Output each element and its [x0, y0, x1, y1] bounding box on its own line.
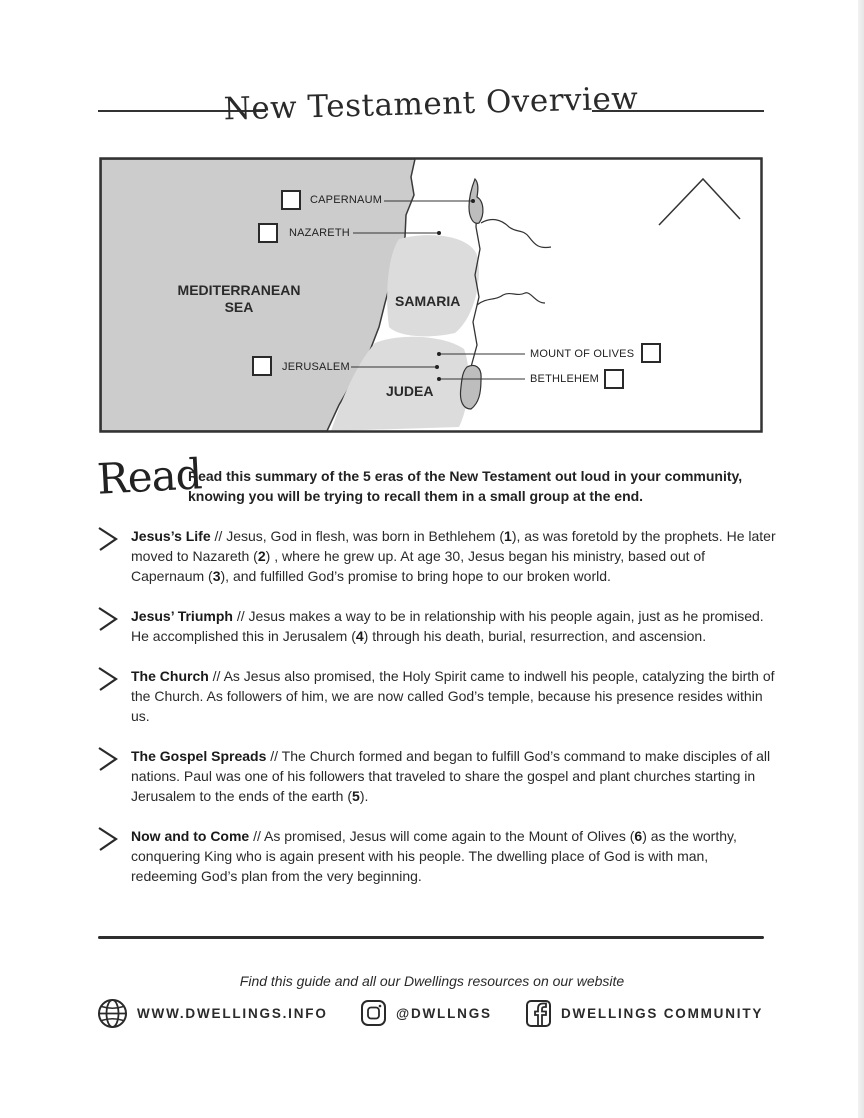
era-text: // Jesus makes a way to be in relationship with his people again, just as he promised. He accomplished this in Jerusalem ( — [131, 608, 764, 644]
era-text: ), and fulfilled God’s promise to bring hope to our broken world. — [220, 568, 611, 584]
mount-of-olives-checkbox[interactable] — [641, 343, 661, 363]
read-intro: Read this summary of the 5 eras of the New Testament out loud in your community, knowing you will be trying to recall them in a small group at the end. — [188, 468, 743, 504]
era-title: The Gospel Spreads — [131, 748, 267, 764]
era-title: Jesus’ Triumph — [131, 608, 233, 624]
era-text: ) , where he grew up. At age 30, Jesus began his ministry, based out of Capernaum ( — [131, 548, 706, 584]
website-text: WWW.DWELLINGS.INFO — [137, 1005, 328, 1021]
era-title: Jesus’s Life — [131, 528, 211, 544]
era-text: ). — [359, 788, 369, 804]
chevron-right-icon — [96, 666, 120, 692]
capernaum-checkbox[interactable] — [281, 190, 301, 210]
era-text: ) through his death, burial, resurrection, and ascension. — [363, 628, 707, 644]
era-number: 6 — [634, 828, 643, 844]
era-item — [96, 666, 776, 726]
mount-of-olives-label: MOUNT OF OLIVES — [530, 348, 635, 360]
read-heading: Read — [95, 449, 203, 504]
map — [99, 157, 763, 433]
era-text: ), as was foretold by the prophets. He later moved to Nazareth ( — [131, 528, 776, 564]
bethlehem-checkbox[interactable] — [604, 369, 624, 389]
nazareth-checkbox[interactable] — [258, 223, 278, 243]
era-number: 1 — [504, 528, 512, 544]
sea-label-line2: SEA — [224, 299, 254, 315]
jerusalem-label: JERUSALEM — [282, 361, 350, 373]
sea-label-line1: MEDITERRANEAN — [177, 282, 301, 298]
chevron-right-icon — [96, 826, 120, 852]
era-text: // As promised, Jesus will come again to the Mount of Olives ( — [249, 828, 635, 844]
era-item — [96, 746, 776, 806]
chevron-right-icon — [96, 526, 120, 552]
page-title: New Testament Overview — [223, 80, 639, 128]
nazareth-label: NAZARETH — [289, 227, 350, 239]
chevron-right-icon — [96, 746, 120, 772]
eras-list — [96, 526, 776, 906]
north-arrow — [659, 179, 740, 225]
footer-divider — [98, 936, 764, 939]
era-text: ) as the worthy, conquering King who is again present with his people. The dwelling place of God is with man, redeeming God’s plan from the very beginning. — [131, 828, 737, 884]
era-number: 4 — [355, 628, 364, 644]
capernaum-label: CAPERNAUM — [310, 194, 383, 206]
era-number: 5 — [352, 788, 360, 804]
judea-label: JUDEA — [386, 383, 434, 399]
instagram-icon — [360, 999, 387, 1027]
era-number: 3 — [212, 568, 221, 584]
facebook-link[interactable] — [525, 998, 763, 1028]
website-link[interactable] — [97, 998, 328, 1028]
era-title: Now and to Come — [131, 828, 250, 844]
facebook-icon — [525, 999, 552, 1028]
page-title-row — [98, 82, 764, 138]
era-item — [96, 526, 776, 586]
page-edge — [858, 0, 864, 1118]
era-item — [96, 826, 776, 886]
samaria-region — [387, 235, 479, 336]
instagram-text: @DWLLNGS — [396, 1005, 492, 1021]
era-title: The Church — [131, 668, 209, 684]
jerusalem-checkbox[interactable] — [252, 356, 272, 376]
era-text: // Jesus, God in flesh, was born in Bethlehem ( — [210, 528, 505, 544]
era-text: // The Church formed and began to fulfill God’s command to make disciples of all nations. Paul was one of his followers that traveled to share the gospel and plant churches starting in Jerusalem to the ends of the earth ( — [131, 748, 771, 804]
footer-note: Find this guide and all our Dwellings resources on our website — [239, 973, 625, 989]
era-item — [96, 606, 776, 646]
samaria-label: SAMARIA — [395, 293, 461, 309]
tributary-south — [477, 293, 545, 305]
globe-icon — [97, 998, 128, 1029]
tributary-north — [481, 220, 551, 248]
sea-label — [169, 282, 309, 316]
chevron-right-icon — [96, 606, 120, 632]
dead-sea — [460, 366, 481, 410]
era-text: // As Jesus also promised, the Holy Spirit came to indwell his people, catalyzing the birth of the Church. As followers of him, we are now called God’s temple, because his presence resides within us. — [131, 668, 775, 724]
instagram-link[interactable] — [360, 998, 492, 1028]
bethlehem-label: BETHLEHEM — [530, 373, 600, 385]
facebook-text: DWELLINGS COMMUNITY — [561, 1005, 764, 1021]
era-number: 2 — [257, 548, 266, 564]
